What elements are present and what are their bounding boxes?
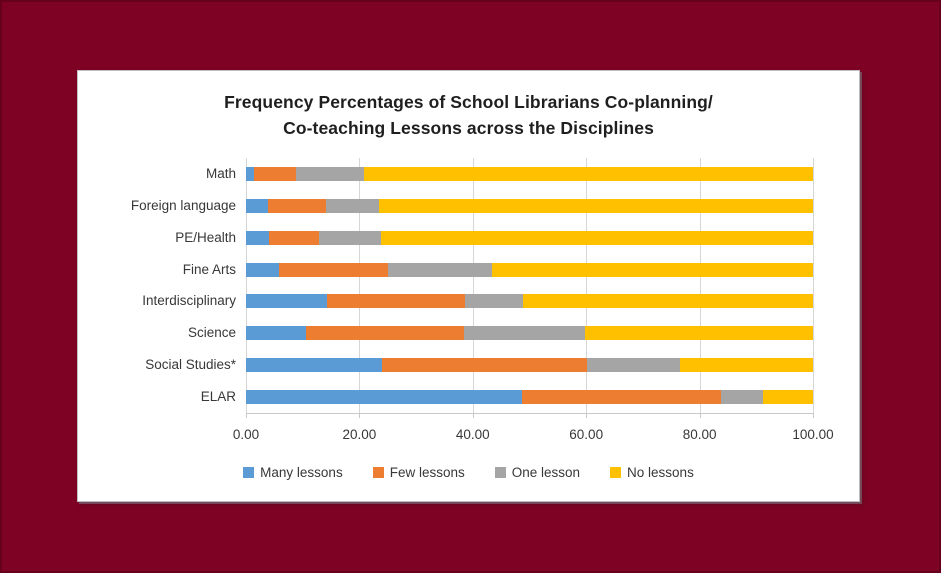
chart-panel <box>77 70 860 502</box>
bar-segment-one-lesson <box>587 358 680 372</box>
bar-segment-few-lessons <box>268 199 327 213</box>
bar-segment-one-lesson <box>326 199 379 213</box>
bar-segment-no-lessons <box>364 167 812 181</box>
bar-segment-few-lessons <box>382 358 587 372</box>
bar-rows <box>246 158 813 413</box>
category-label-pe-health: PE/Health <box>175 229 236 245</box>
x-axis-tick <box>246 413 247 418</box>
bar-segment-no-lessons <box>680 358 813 372</box>
legend-item-few-lessons <box>373 465 465 480</box>
x-axis-tick-label: 80.00 <box>682 427 717 442</box>
bar-segment-one-lesson <box>464 326 585 340</box>
legend-label-no-lessons: No lessons <box>627 465 694 480</box>
bar-segment-many-lessons <box>246 358 382 372</box>
category-label-fine-arts: Fine Arts <box>182 261 236 277</box>
x-axis-labels <box>232 427 834 445</box>
gridline <box>813 158 814 413</box>
bar-segment-no-lessons <box>379 199 813 213</box>
chart-title <box>78 90 859 141</box>
x-axis-tick-label: 60.00 <box>569 427 604 442</box>
legend-label-few-lessons: Few lessons <box>389 465 465 480</box>
legend-item-one-lesson <box>495 465 580 480</box>
category-label-math: Math <box>205 165 236 181</box>
x-axis-tick-label: 20.00 <box>342 427 377 442</box>
x-axis-tick-marks <box>246 413 813 418</box>
bar-segment-one-lesson <box>296 167 364 181</box>
bar-segment-many-lessons <box>246 199 268 213</box>
bar-segment-no-lessons <box>492 263 813 277</box>
category-label-interdisciplinary: Interdisciplinary <box>142 293 236 309</box>
bar-segment-few-lessons <box>327 294 466 308</box>
bar-row-interdisciplinary <box>246 294 813 308</box>
legend-item-no-lessons <box>610 465 694 480</box>
bar-segment-no-lessons <box>585 326 813 340</box>
bar-segment-few-lessons <box>279 263 388 277</box>
bar-segment-one-lesson <box>319 231 381 245</box>
x-axis-tick <box>700 413 701 418</box>
bar-segment-many-lessons <box>246 263 279 277</box>
bar-row-pe-health <box>246 231 813 245</box>
legend-swatch-many-lessons <box>243 467 254 478</box>
chart-legend <box>78 465 859 480</box>
bar-segment-few-lessons <box>269 231 319 245</box>
category-label-foreign-language: Foreign language <box>130 197 236 213</box>
legend-label-many-lessons: Many lessons <box>260 465 343 480</box>
bar-segment-many-lessons <box>246 390 522 404</box>
bar-row-elar <box>246 390 813 404</box>
category-label-science: Science <box>187 325 236 341</box>
bar-row-math <box>246 167 813 181</box>
x-axis-tick-label: 40.00 <box>455 427 490 442</box>
x-axis-tick <box>586 413 587 418</box>
category-axis <box>78 158 236 413</box>
category-label-elar: ELAR <box>200 389 236 405</box>
x-axis-tick <box>359 413 360 418</box>
bar-segment-no-lessons <box>763 390 813 404</box>
bar-segment-few-lessons <box>522 390 721 404</box>
plot-area <box>130 158 813 414</box>
x-axis-tick-label: 100.00 <box>792 427 834 442</box>
bar-segment-few-lessons <box>306 326 465 340</box>
legend-label-one-lesson: One lesson <box>511 465 581 480</box>
x-axis-tick-label: 0.00 <box>232 427 260 442</box>
legend-item-many-lessons <box>243 465 343 480</box>
category-label-social-studies: Social Studies* <box>145 357 236 373</box>
bar-segment-many-lessons <box>246 231 269 245</box>
bar-segment-many-lessons <box>246 294 327 308</box>
bar-segment-one-lesson <box>721 390 764 404</box>
bar-segment-no-lessons <box>381 231 813 245</box>
bar-row-foreign-language <box>246 199 813 213</box>
bar-segment-many-lessons <box>246 167 254 181</box>
legend-swatch-no-lessons <box>610 467 621 478</box>
chart-title-line-2: Co-teaching Lessons across the Disciplines <box>283 117 654 138</box>
bar-row-fine-arts <box>246 263 813 277</box>
bar-segment-one-lesson <box>465 294 523 308</box>
chart-title-line-1: Frequency Percentages of School Librarians Co-planning/ <box>224 92 713 112</box>
bar-row-social-studies <box>246 358 813 372</box>
bar-segment-one-lesson <box>388 263 492 277</box>
bar-segment-no-lessons <box>523 294 813 308</box>
x-axis-tick <box>813 413 814 418</box>
legend-swatch-few-lessons <box>373 467 384 478</box>
bar-segment-many-lessons <box>246 326 306 340</box>
x-axis-tick <box>473 413 474 418</box>
bar-row-science <box>246 326 813 340</box>
legend-swatch-one-lesson <box>495 467 506 478</box>
bar-segment-few-lessons <box>254 167 297 181</box>
